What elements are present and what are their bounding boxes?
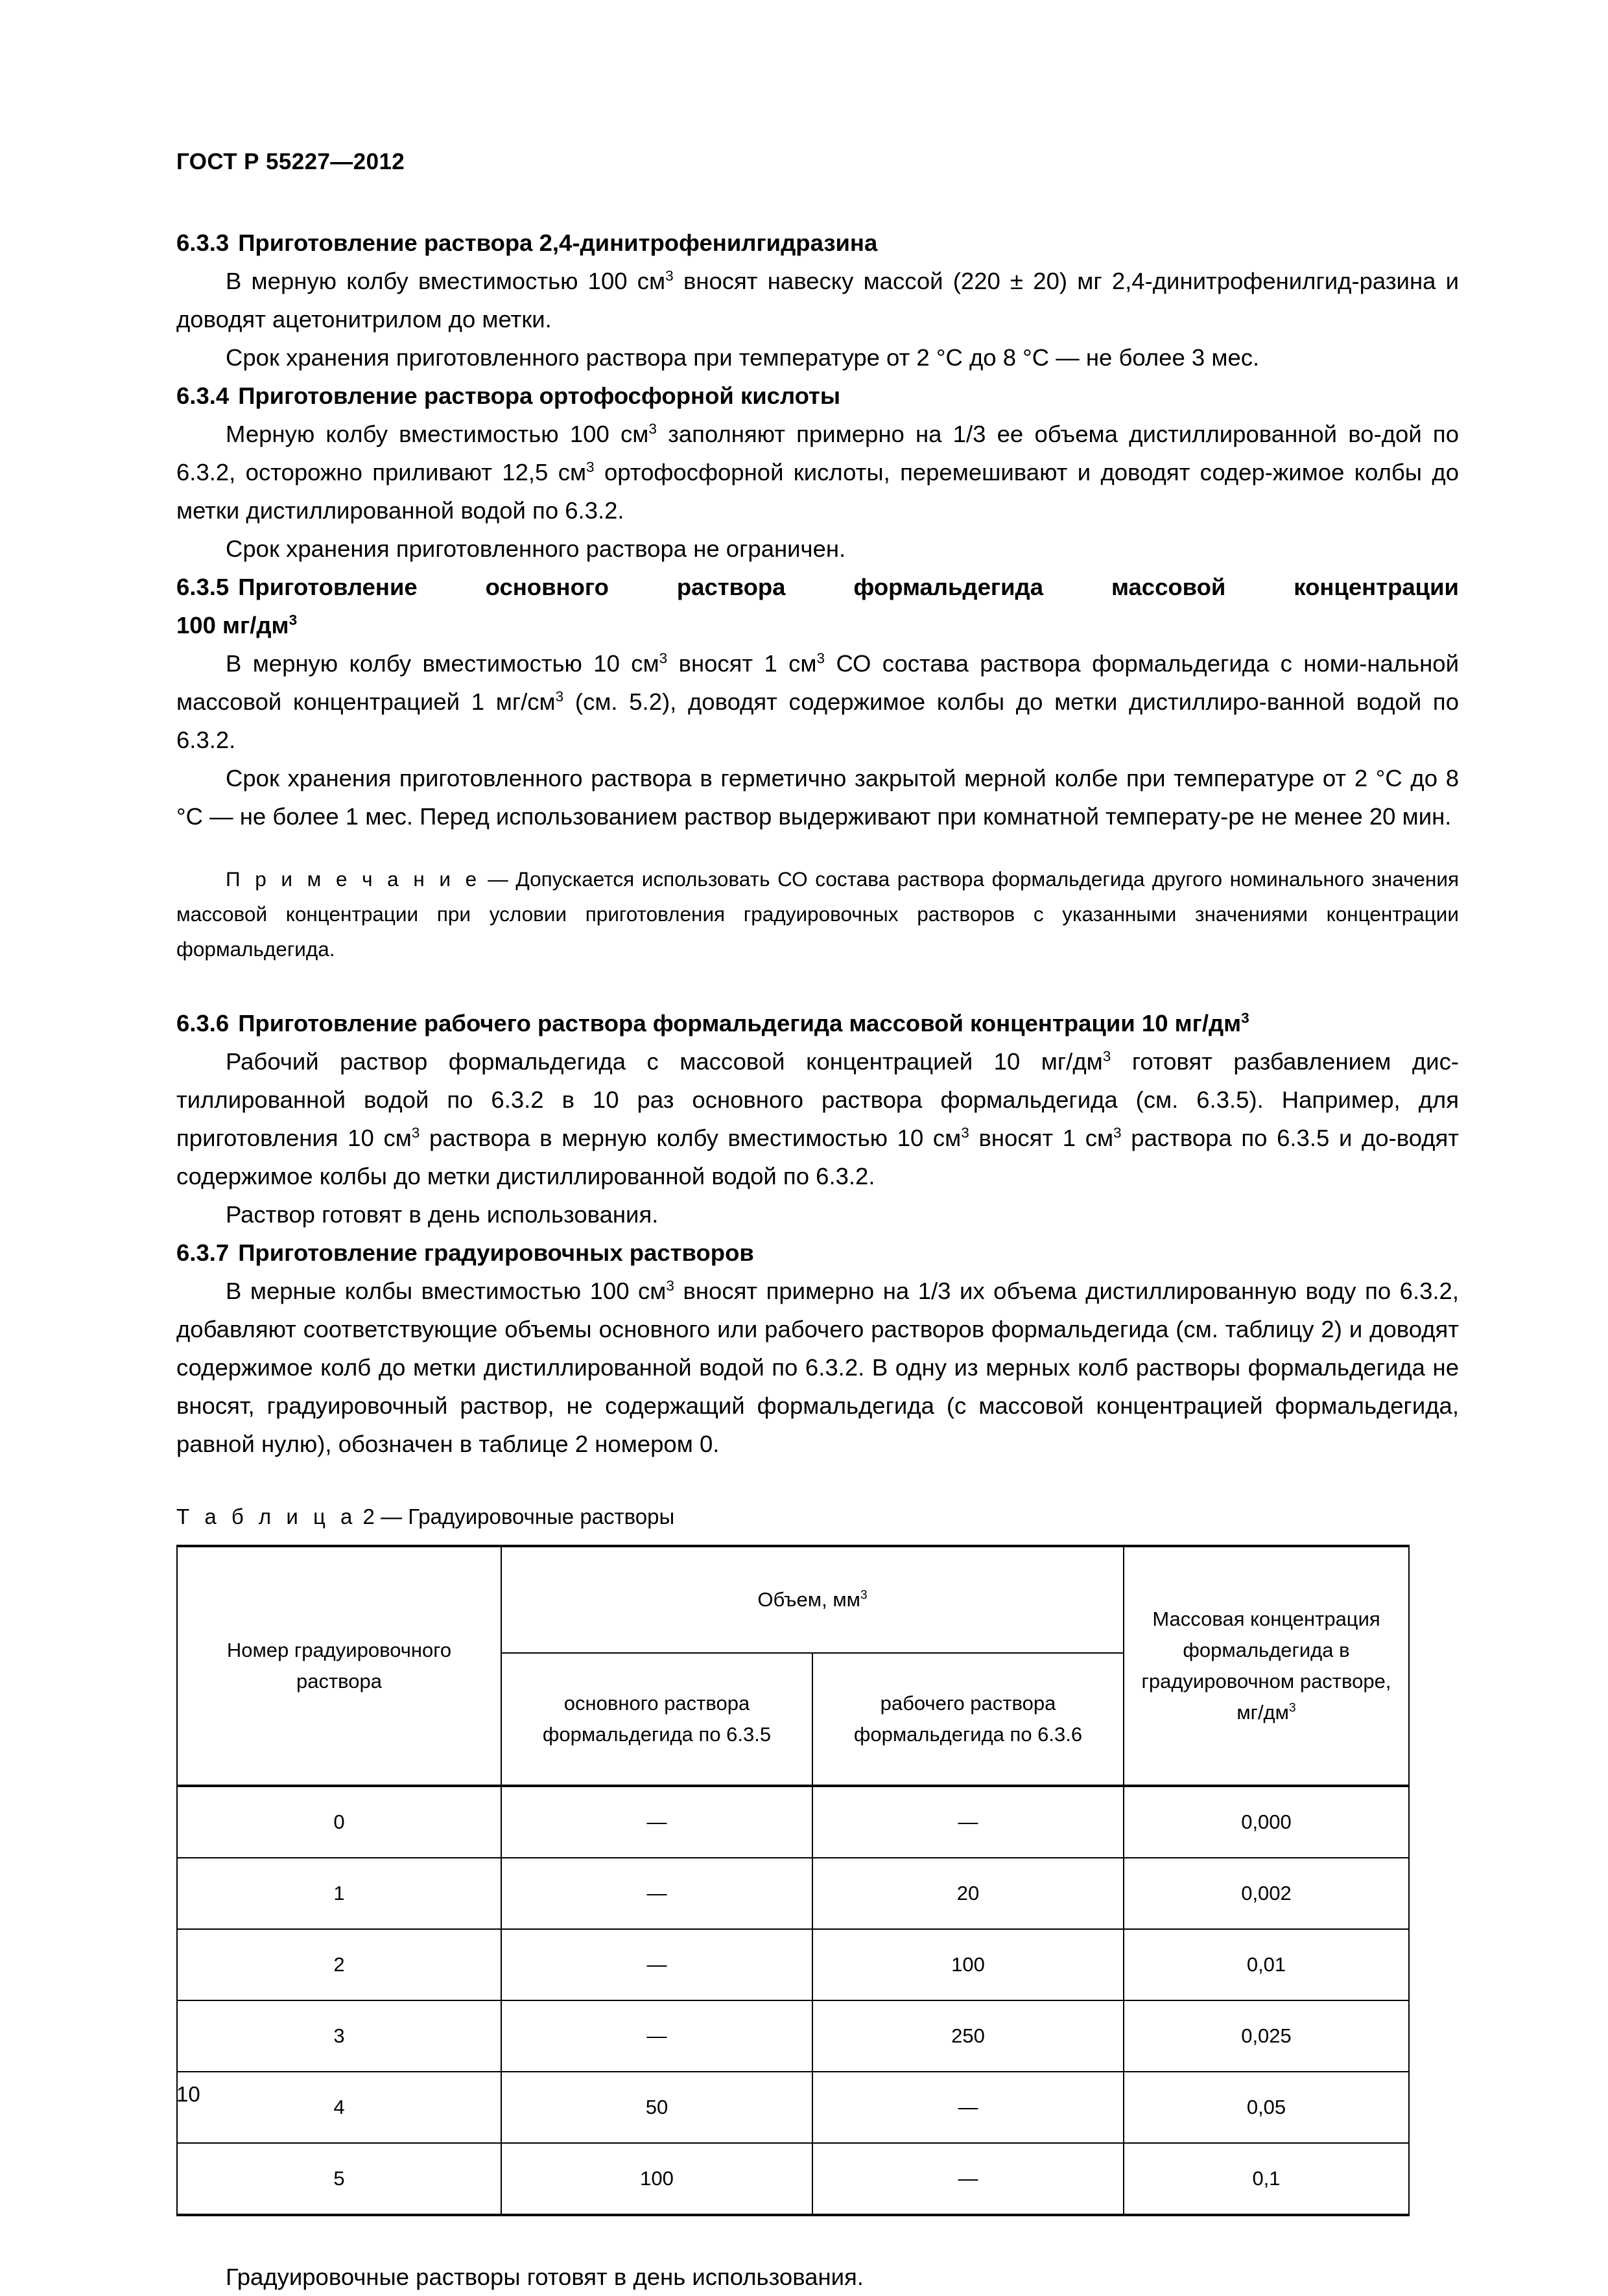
running-header: ГОСТ Р 55227—2012 — [176, 149, 405, 174]
cell-working-volume: 100 — [812, 1929, 1124, 2000]
cell-concentration: 0,000 — [1124, 1786, 1409, 1858]
cell-working-volume: 20 — [812, 1858, 1124, 1929]
cell-solution-number: 5 — [177, 2143, 501, 2215]
cell-solution-number: 0 — [177, 1786, 501, 1858]
section-title-637: Приготовление градуировочных растворов — [238, 1239, 754, 1266]
cell-solution-number: 4 — [177, 2072, 501, 2143]
table-header — [177, 1546, 1409, 1786]
note-dash: — — [480, 867, 516, 891]
paragraph-634-1: Мерную колбу вместимостью 100 $см^3$ заполняют примерно на 1/3 ее объема дистиллированной во-дой по 6.3.2, осторожно приливают 12,5 $см^3$ ортофосфорной кислоты, перемешивают и доводят содер-жимое колбы до метки дистиллированной водой по 6.3.2. — [176, 420, 1459, 524]
paragraph-637-1: В мерные колбы вместимостью 100 $см^3$ вносят примерно на 1/3 их объема дистиллированную воду по 6.3.2, добавляют соответствующие объемы основного или рабочего растворов формальдегида (см. таблицу 2) и доводят содержимое колб до метки дистиллированной водой по 6.3.2. В одну из мерных колб растворы формальдегида не вносят, градуировочный раствор, не содержащий формальдегида (с массовой концентрацией формальдегида, равной нулю), обозначен в таблице 2 номером 0. — [176, 1277, 1459, 1457]
paragraph-636-2: Раствор готовят в день использования. — [226, 1201, 659, 1228]
section-title-635-superscript: 3 — [289, 611, 298, 628]
section-number-635: 6.3.5 — [176, 574, 230, 600]
paragraph-633-2: Срок хранения приготовленного раствора при температуре от 2 °С до 8 °С — не более 3 мес. — [226, 344, 1260, 371]
cell-stock-volume: 50 — [501, 2072, 812, 2143]
cell-solution-number: 3 — [177, 2000, 501, 2072]
note-635 — [176, 861, 1459, 966]
section-number-633: 6.3.3 — [176, 229, 230, 256]
section-title-635-line2: 100 мг/дм — [176, 612, 289, 638]
cell-stock-volume: — — [501, 1858, 812, 1929]
section-number-636: 6.3.6 — [176, 1010, 230, 1037]
cell-concentration: 0,002 — [1124, 1858, 1409, 1929]
page-number: 10 — [176, 2082, 200, 2106]
cell-stock-volume: — — [501, 1786, 812, 1858]
note-text: Допускается использовать СО состава раствора формальдегида другого номинального значения массовой концентрации при условии приготовления градуировочных растворов с указанными значениями концентрации формальдегида. — [176, 867, 1459, 961]
table-caption-number: 2 — [362, 1505, 375, 1529]
cell-concentration: 0,05 — [1124, 2072, 1409, 2143]
header-cell-solution-number: Номер градуировочного раствора — [177, 1546, 501, 1786]
header-mass-label: Массовая концентрация формальдегида в градуировочном растворе, мг/дм — [1141, 1608, 1391, 1724]
section-title-634: Приготовление раствора ортофосфорной кислоты — [238, 382, 841, 409]
section-heading-633 — [176, 224, 1459, 262]
header-cell-stock-solution: основного раствора формальдегида по 6.3.5 — [501, 1653, 812, 1786]
header-cell-working-solution: рабочего раствора формальдегида по 6.3.6 — [812, 1653, 1124, 1786]
cell-working-volume: 250 — [812, 2000, 1124, 2072]
cell-stock-volume: — — [501, 1929, 812, 2000]
cell-concentration: 0,1 — [1124, 2143, 1409, 2215]
cell-solution-number: 1 — [177, 1858, 501, 1929]
calibration-solutions-table — [176, 1545, 1410, 2216]
section-heading-635 — [176, 568, 1459, 606]
table-body — [177, 1786, 1409, 2215]
cell-solution-number: 2 — [177, 1929, 501, 2000]
closing-paragraph-text: Градуировочные растворы готовят в день использования. — [226, 2264, 864, 2290]
paragraph-635-2: Срок хранения приготовленного раствора в герметично закрытой мерной колбе при температуре от 2 °С до 8 °С — не более 1 мес. Перед использованием раствор выдерживают при комнатной температу-ре не менее 20 мин. — [176, 765, 1459, 830]
section-heading-635-cont — [176, 606, 1459, 644]
table-row — [177, 2072, 1409, 2143]
table-row — [177, 2143, 1409, 2215]
section-number-634: 6.3.4 — [176, 382, 230, 409]
section-number-637: 6.3.7 — [176, 1239, 230, 1266]
paragraph-635-1: В мерную колбу вместимостью 10 $см^3$ вносят 1 $см^3$ СО состава раствора формальдегида с номи-нальной массовой концентрацией 1 $мг/см^3$ (см. 5.2), доводят содержимое колбы до метки дистиллиро-ванной водой по 6.3.2. — [176, 650, 1460, 753]
section-heading-636: 6.3.6 Приготовление рабочего раствора формальдегида массовой концентрации 10 $мг/дм^3$ — [176, 1009, 1249, 1037]
cell-concentration: 0,025 — [1124, 2000, 1409, 2072]
paragraph-636-1: Рабочий раствор формальдегида с массовой концентрацией 10 $мг/дм^3$ готовят разбавлением дис-тиллированной водой по 6.3.2 в 10 раз основного раствора формальдегида (см. 6.3.5). Например, для приготовления 10 $см^3$ раствора в мерную колбу вместимостью 10 $см^3$ вносят 1 $см^3$ раствора по 6.3.5 и до-водят содержимое колбы до метки дистиллированной водой по 6.3.2. — [176, 1048, 1460, 1189]
table-caption-label: Т а б л и ц а — [176, 1505, 357, 1529]
header-volume-superscript: 3 — [860, 1588, 868, 1602]
table-row — [177, 1929, 1409, 2000]
cell-stock-volume: — — [501, 2000, 812, 2072]
section-heading-634 — [176, 377, 1459, 415]
paragraph-634-2: Срок хранения приготовленного раствора не ограничен. — [226, 535, 846, 562]
cell-working-volume: — — [812, 1786, 1124, 1858]
cell-working-volume: — — [812, 2072, 1124, 2143]
header-cell-volume-group — [501, 1546, 1124, 1653]
table-row — [177, 1786, 1409, 1858]
header-mass-superscript: 3 — [1288, 1701, 1296, 1715]
header-volume-label: Объем, мм — [757, 1588, 860, 1611]
table-row — [177, 1858, 1409, 1929]
cell-concentration: 0,01 — [1124, 1929, 1409, 2000]
header-cell-mass-concentration — [1124, 1546, 1409, 1786]
table-row — [177, 2000, 1409, 2072]
section-title-635-line1: Приготовление основного раствора формальдегида массовой концентрации — [238, 574, 1459, 600]
closing-paragraph — [176, 2258, 1459, 2296]
page-content — [176, 224, 1459, 2296]
cell-working-volume: — — [812, 2143, 1124, 2215]
table-caption — [176, 1501, 1459, 1533]
table-header-row-1 — [177, 1546, 1409, 1653]
section-heading-637 — [176, 1234, 1459, 1272]
paragraph-633-1: В мерную колбу вместимостью 100 $см^3$ вносят навеску массой (220 ± 20) мг 2,4-динитрофенилгид-разина и доводят ацетонитрилом до метки. — [176, 267, 1459, 333]
cell-stock-volume: 100 — [501, 2143, 812, 2215]
table-caption-dash: — — [374, 1505, 408, 1529]
note-label: П р и м е ч а н и е — [226, 867, 480, 891]
table-caption-title: Градуировочные растворы — [408, 1505, 675, 1529]
section-title-633: Приготовление раствора 2,4-динитрофенилгидразина — [238, 229, 878, 256]
